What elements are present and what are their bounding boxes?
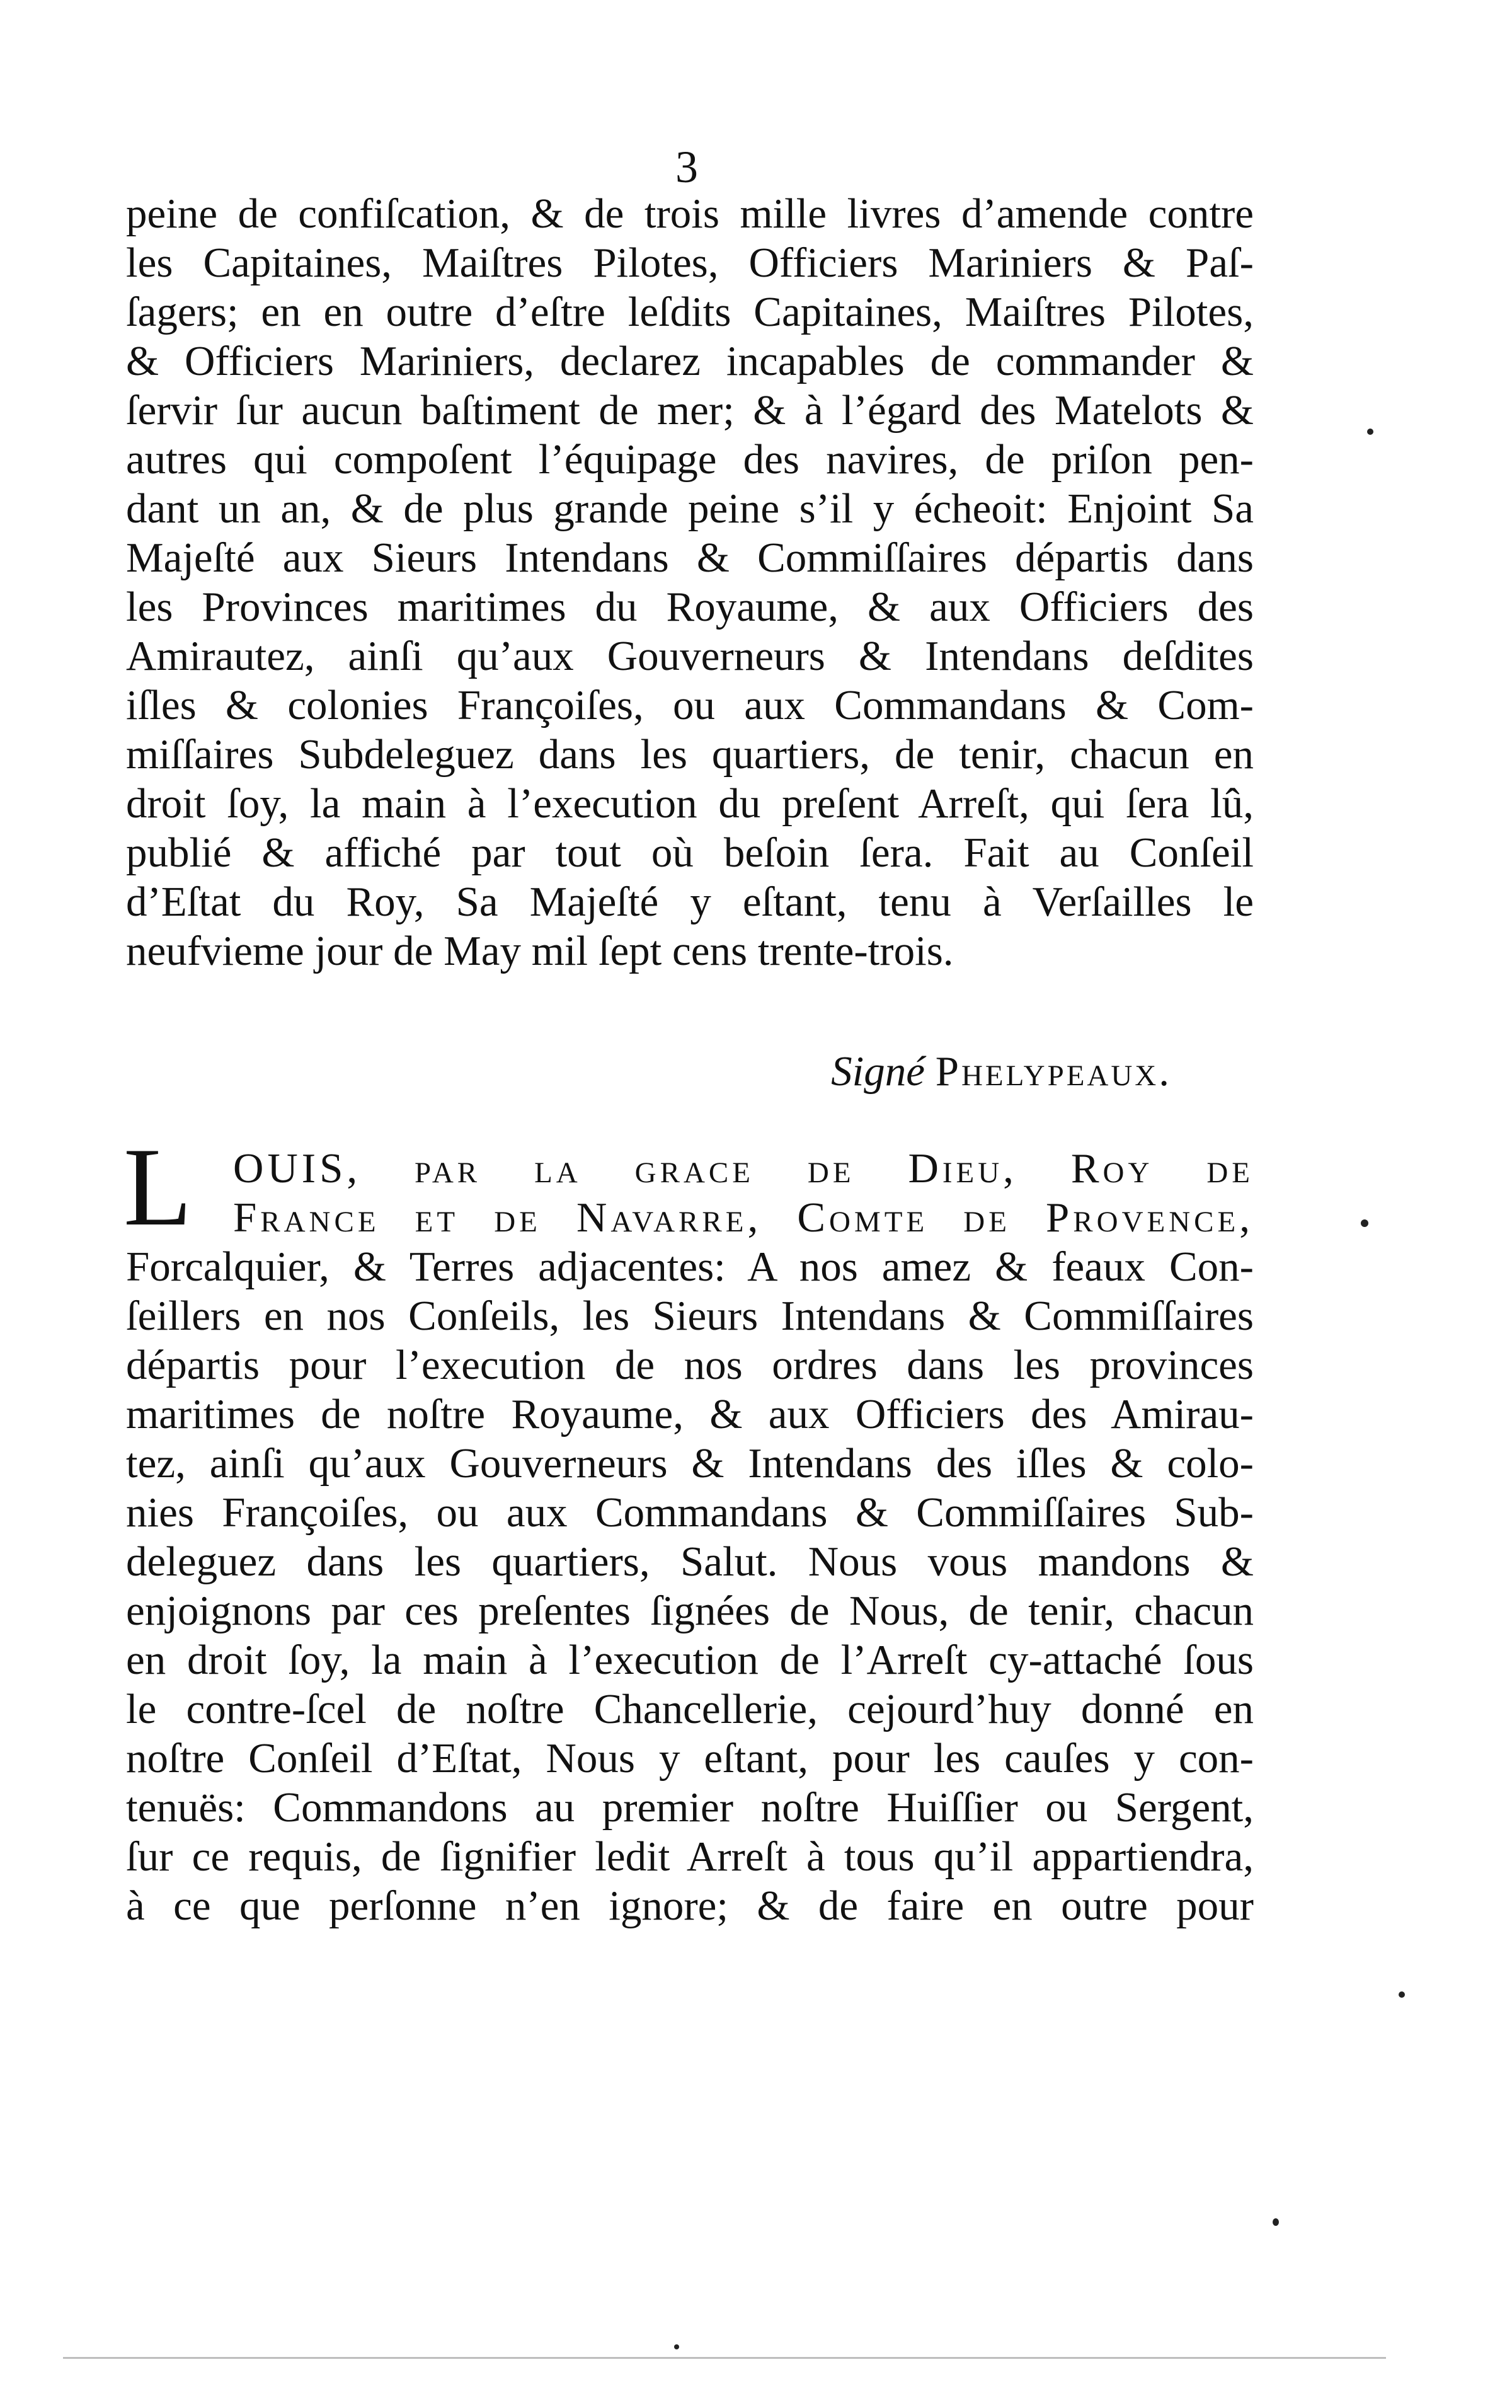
drop-cap: L [123,1124,192,1249]
text-line: en droit ſoy, la main à l’execution de l’Arreſt cy-attaché ſous [126,1637,1254,1683]
text-line: à ce que perſonne n’en ignore; & de faire en outre pour [126,1882,1254,1929]
page-number: 3 [675,142,698,192]
text-line: maritimes de noſtre Royaume, & aux Officiers des Amirau- [126,1391,1254,1437]
text-line: le contre-ſcel de noſtre Chancellerie, cejourd’huy donné en [126,1686,1254,1732]
text-line: Majeſté aux Sieurs Intendans & Commiſſaires départis dans [126,534,1254,581]
text-line: noſtre Conſeil d’Eſtat, Nous y eſtant, pour les cauſes y con- [126,1735,1254,1782]
text-line: d’Eſtat du Roy, Sa Majeſté y eſtant, tenu à Verſailles le [126,879,1254,925]
text-line: tenuës: Commandons au premier noſtre Huiſſier ou Sergent, [126,1784,1254,1831]
text-line: OUIS, par la grace de Dieu, Roy de [233,1145,1254,1192]
text-line: Amirautez, ainſi qu’aux Gouverneurs & Intendans deſdites [126,633,1254,679]
text-line: les Capitaines, Maiſtres Pilotes, Officiers Mariniers & Paſ- [126,239,1254,286]
text-line: les Provinces maritimes du Royaume, & aux Officiers des [126,584,1254,630]
text-line: Forcalquier, & Terres adjacentes: A nos amez & feaux Con- [126,1243,1254,1290]
scan-edge-line [63,2357,1386,2359]
text-line: ſervir ſur aucun baſtiment de mer; & à l’égard des Matelots & [126,387,1254,434]
text-line: enjoignons par ces preſentes ſignées de Nous, de tenir, chacun [126,1587,1254,1634]
text-line: tez, ainſi qu’aux Gouverneurs & Intendans des iſles & colo- [126,1440,1254,1487]
text-line: iſles & colonies Françoiſes, ou aux Commandans & Com- [126,682,1254,729]
signature-name: Phelypeaux. [935,1048,1172,1095]
text-line: ſeillers en nos Conſeils, les Sieurs Intendans & Commiſſaires [126,1293,1254,1339]
signature-label: Signé [831,1048,925,1095]
text-line: neufvieme jour de May mil ſept cens trente-trois. [126,928,954,974]
text-line: départis pour l’execution de nos ordres dans les provinces [126,1342,1254,1388]
paragraph-arrest [126,189,1254,976]
text-line: dant un an, & de plus grande peine s’il y écheoit: Enjoint Sa [126,485,1254,532]
text-line: nies Françoiſes, ou aux Commandans & Commiſſaires Sub- [126,1489,1254,1536]
text-line: deleguez dans les quartiers, Salut. Nous vous mandons & [126,1538,1254,1585]
signature [126,1046,1172,1097]
text-line: & Officiers Mariniers, declarez incapables de commander & [126,338,1254,384]
text-line: ſur ce requis, de ſignifier ledit Arreſt à tous qu’il appartiendra, [126,1833,1254,1880]
scan-speck [1361,1219,1368,1227]
text-line: peine de confiſcation, & de trois mille livres d’amende contre [126,190,1254,237]
text-line: publié & affiché par tout où beſoin ſera. Fait au Conſeil [126,829,1254,876]
scan-speck [1399,1991,1405,1998]
scan-speck [1367,429,1373,435]
text-line: miſſaires Subdeleguez dans les quartiers, de tenir, chacun en [126,731,1254,778]
scan-speck [674,2344,679,2349]
text-line [126,1193,1254,1242]
text-line-smallcaps: France et de Navarre, Comte de Provence, [233,1194,1254,1241]
text-line: droit ſoy, la main à l’execution du preſent Arreſt, qui ſera lû, [126,780,1254,827]
text-line: ſagers; en en outre d’eſtre leſdits Capitaines, Maiſtres Pilotes, [126,289,1254,335]
text-line: autres qui compoſent l’équipage des navires, de priſon pen- [126,436,1254,483]
paragraph-letters-patent [126,1144,1254,1930]
scan-speck [1273,2218,1279,2226]
